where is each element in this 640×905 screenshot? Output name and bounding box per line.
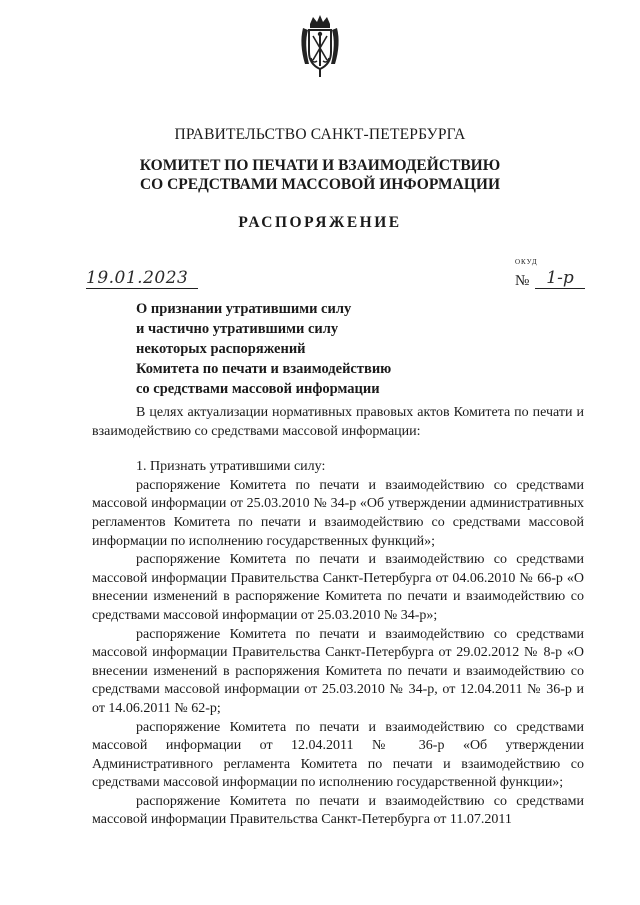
intro-paragraph: В целях актуализации нормативных правовых актов Комитета по печати и взаимодействию со средствами массовой информации:: [92, 405, 584, 439]
committee-title-line-1: КОМИТЕТ ПО ПЕЧАТИ И ВЗАИМОДЕЙСТВИЮ: [139, 157, 501, 174]
document-number: [515, 268, 585, 292]
subject-line: со средствами массовой информации: [136, 381, 380, 397]
committee-title-line-2: СО СРЕДСТВАМИ МАССОВОЙ ИНФОРМАЦИИ: [139, 176, 501, 193]
clause-item: распоряжение Комитета по печати и взаимодействию со средствами массовой информации Правительства Санкт-Петербурга от 04.06.2010 № 66-р «О внесении изменений в распоряжение Комитета по печати и взаимодействию со средствами массовой информации от 25.03.2010 № 34-р»;: [92, 552, 584, 623]
document-type: РАСПОРЯЖЕНИЕ: [238, 214, 402, 231]
handwritten-number: 1-р: [535, 268, 585, 289]
subject-line: некоторых распоряжений: [136, 341, 306, 357]
subject-line: Комитета по печати и взаимодействию: [136, 361, 392, 377]
document-body: [92, 404, 584, 830]
committee-title: [0, 156, 640, 194]
number-label: №: [515, 273, 530, 289]
government-title: ПРАВИТЕЛЬСТВО САНКТ-ПЕТЕРБУРГА: [174, 126, 466, 143]
coat-of-arms-icon: [293, 14, 347, 78]
subject-line: О признании утратившими силу: [136, 301, 352, 317]
clause-item: распоряжение Комитета по печати и взаимодействию со средствами массовой информации Правительства Санкт-Петербурга от 11.07.2011: [92, 793, 584, 828]
clause-item: распоряжение Комитета по печати и взаимодействию со средствами массовой информации Правительства Санкт-Петербурга от 29.02.2012 № 8-р «О внесении изменений в распоряжения Комитета по печати и взаимодействию со средствами массовой информации от 25.03.2010 № 34-р, от 12.04.2011 № 36-р и от 14.06.2011 № 62-р;: [92, 626, 584, 716]
clause-1: 1. Признать утратившими силу:: [136, 459, 326, 475]
subject-line: и частично утратившими силу: [136, 321, 339, 337]
clause-item: распоряжение Комитета по печати и взаимодействию со средствами массовой информации от 12.04.2011 № 36-р «Об утверждении Административного регламента Комитета по печати и взаимодействию со средствами массовой информации по исполнению государственной функции»;: [92, 719, 584, 791]
clause-item: распоряжение Комитета по печати и взаимодействию со средствами массовой информации от 25.03.2010 № 34-р «Об утверждении административных регламентов Комитета по печати и взаимодействию со средствами массовой информации по исполнению государственных функций»;: [92, 477, 584, 549]
subject-heading: [136, 299, 391, 399]
okud-label: ОКУД: [515, 258, 538, 266]
handwritten-date: 19.01.2023: [86, 268, 198, 289]
